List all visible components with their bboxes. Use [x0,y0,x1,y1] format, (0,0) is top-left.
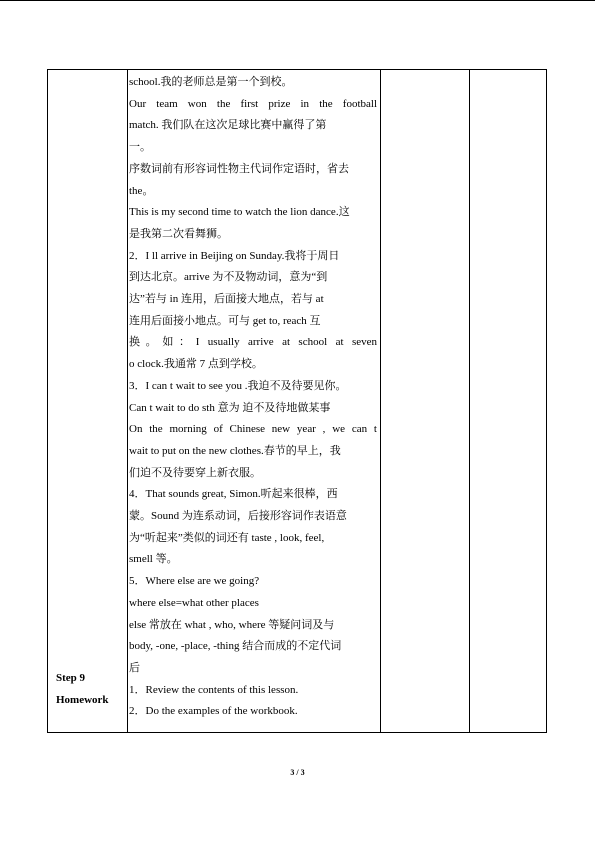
column-divider [469,70,470,732]
homework-item: 1．Review the contents of this lesson. [129,683,299,696]
content-line: wait to put on the new clothes.春节的早上，我 [129,444,341,457]
content-line: On the morning of Chinese new year , we can t [129,423,377,436]
content-line: 为“听起来”类似的词还有 taste , look, feel, [129,531,325,544]
content-line: else 常放在 what , who, where 等疑问词及与 [129,618,340,631]
content-line: 5．Where else are we going? [129,575,260,588]
content-line: 是我第二次看舞狮。 [129,227,228,240]
column-divider [127,70,128,732]
step-label-cell [56,668,109,711]
content-line: Can t wait to do sth 意为 迫不及待地做某事 [129,401,334,414]
content-line: where else=what other places [129,596,259,609]
homework-item: 2．Do the examples of the workbook. [129,705,298,718]
content-line: 2．I ll arrive in Beijing on Sunday.我将于周日 [129,249,340,262]
content-line: smell 等。 [129,553,178,566]
content-line: 们迫不及待要穿上新衣服。 [129,466,261,479]
content-line: o clock.我通常 7 点到学校。 [129,358,263,371]
content-line: 达”若与 in 连用，后面接大地点，若与 at [129,293,324,306]
content-cell [129,72,377,723]
lesson-table [47,69,547,733]
content-line: 到达北京。arrive 为不及物动词，意为“到 [129,271,328,284]
content-line: 蒙。Sound 为连系动词，后接形容词作表语意 [129,510,347,523]
content-line: 序数词前有形容词性物主代词作定语时，省去 [129,162,349,175]
content-line: 换。如：I usually arrive at school at seven [129,336,377,349]
content-line: match. 我们队在这次足球比赛中赢得了第 [129,119,327,132]
step-title: Homework [56,693,109,706]
content-line: the。 [129,184,154,197]
content-line: school.我的老师总是第一个到校。 [129,76,293,88]
content-line: 后 [129,661,140,674]
page-number: 3 / 3 [290,768,305,777]
column-divider [380,70,381,732]
content-line: 一。 [129,141,151,154]
content-line: Our team won the first prize in the football [129,97,377,110]
content-line: 连用后面接小地点。可与 get to, reach 互 [129,314,321,327]
content-line: 3．I can t wait to see you .我迫不及待要见你。 [129,379,347,392]
content-line: body, -one, -place, -thing 结合而成的不定代词 [129,640,342,653]
content-line: This is my second time to watch the lion dance.这 [129,206,350,219]
content-line: 4．That sounds great, Simon.听起来很棒，西 [129,488,338,501]
step-number: Step 9 [56,672,86,684]
page-top-rule [0,0,595,1]
